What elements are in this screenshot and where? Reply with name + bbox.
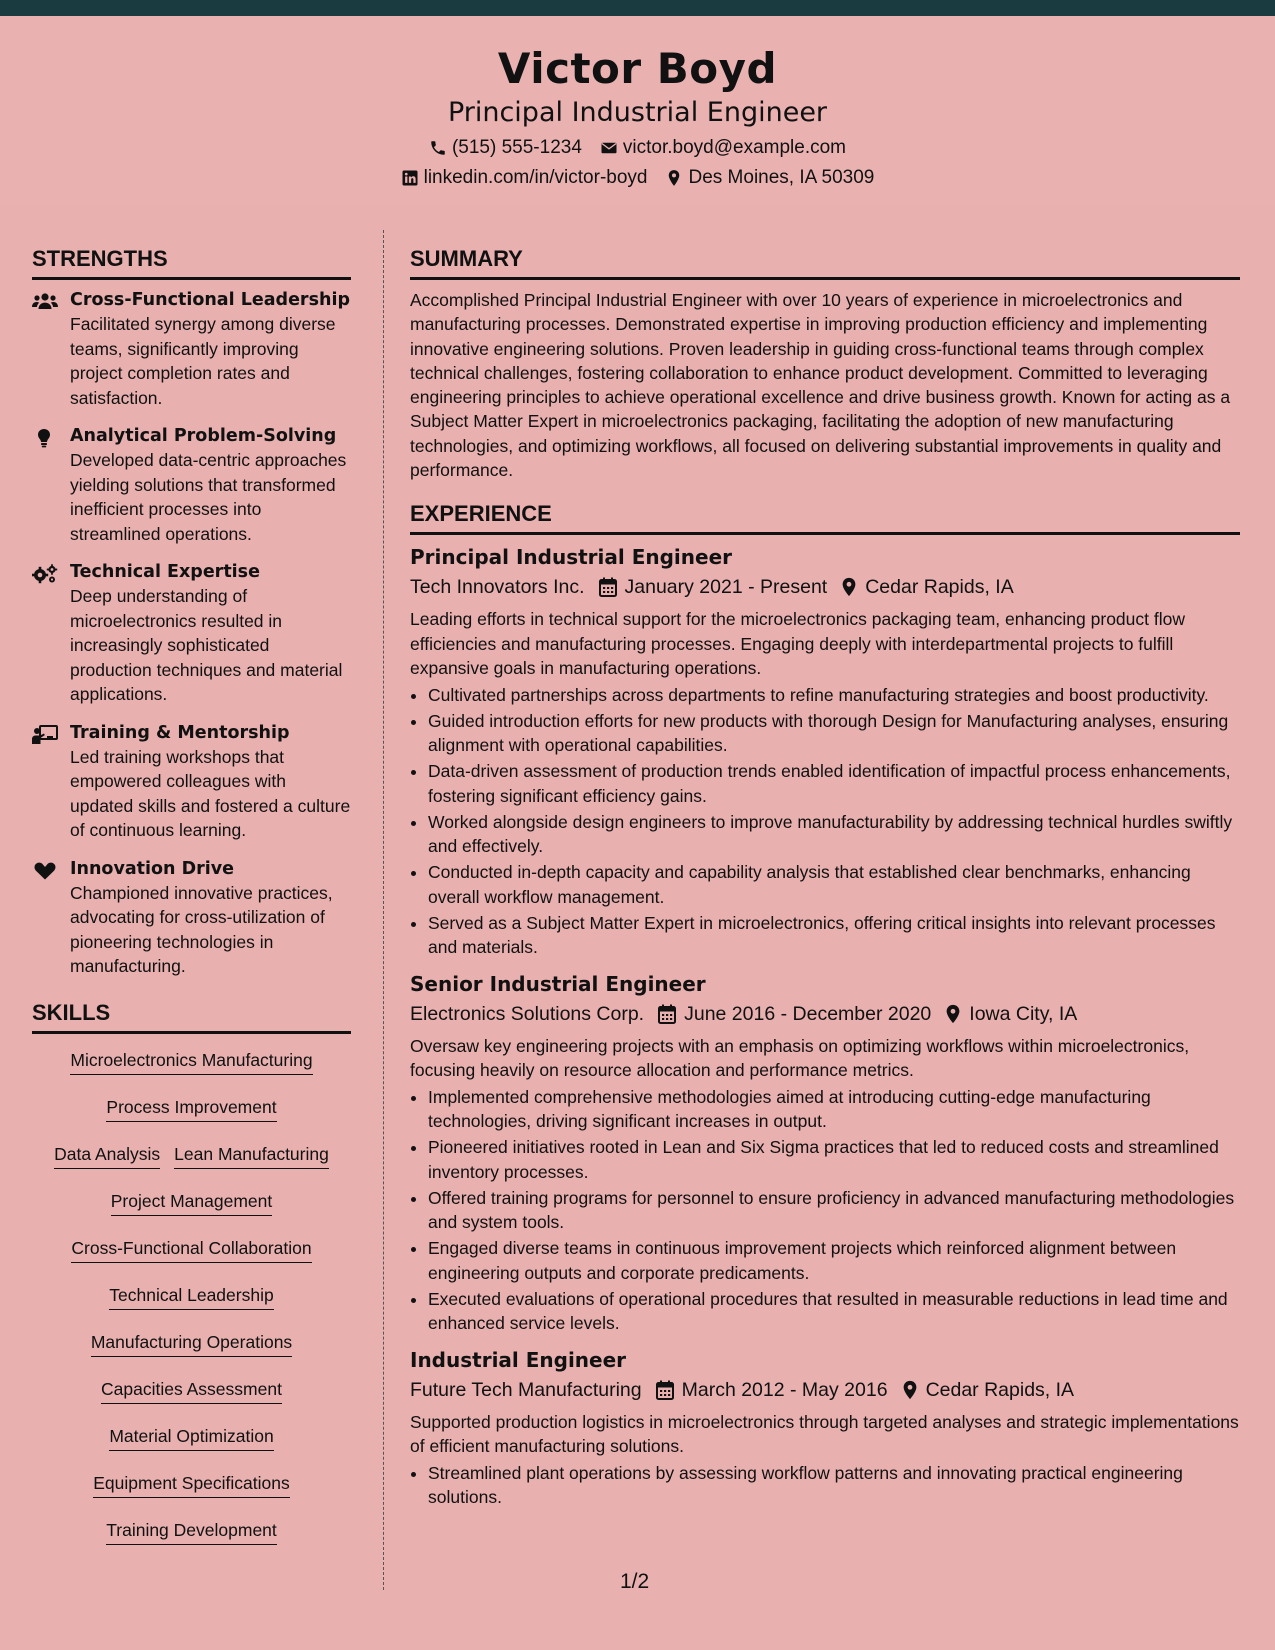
job-company: Future Tech Manufacturing [410, 1378, 642, 1401]
strength-desc: Led training workshops that empowered colleagues with updated skills and fostered a culture of continuous learning. [70, 746, 351, 840]
job-description: Oversaw key engineering projects with an emphasis on optimizing workflows within microelectronics, focusing heavily on resource allocation and performance metrics. [410, 1035, 1190, 1081]
linkedin-text: linkedin.com/in/victor-boyd [423, 167, 648, 188]
linkedin-icon [401, 169, 419, 187]
job-bullet: • Data-driven assessment of production trends enabled identification of impactful process enhancements, fostering significant efficiency gains. [428, 759, 1240, 808]
job-bullet: • Engaged diverse teams in continuous improvement projects which reinforced alignment between engineering outputs and corporate predicaments. [428, 1236, 1240, 1285]
job-bullet: • Streamlined plant operations by assessing workflow patterns and innovating practical engineering solutions. [428, 1461, 1240, 1510]
job-location: Cedar Rapids, IA [925, 1378, 1075, 1401]
strength-desc: Developed data-centric approaches yielding solutions that transformed inefficient processes into streamlined operations. [70, 450, 347, 544]
heart-icon [32, 861, 58, 881]
lightbulb-icon [32, 428, 58, 448]
summary-text: Accomplished Principal Industrial Engineer with over 10 years of experience in microelectronics and manufacturing processes. Demonstrated expertise in improving production efficiency and implementing innovative engineering solutions. Proven leadership in guiding cross-functional teams through complex technical challenges, fostering collaboration to enhance product development. Committed to leveraging engineering principles to achieve operational excellence and drive business growth. Known for acting as a Subject Matter Expert in microelectronics packaging, facilitating the adoption of new manufacturing technologies, and optimizing workflows, all focused on delivering substantial improvements in quality and performance. [410, 290, 1231, 481]
strength-title: Technical Expertise [70, 562, 260, 582]
job-location: Iowa City, IA [969, 1002, 1078, 1025]
users-icon [32, 292, 58, 310]
skill-tag: Technical Leadership [109, 1283, 273, 1310]
job-description: Leading efforts in technical support for the microelectronics packaging team, enhancing product flow efficiencies and manufacturing processes. Engaging deeply with interdepartmental projects to fulfill expansive goals in manufacturing operations. [410, 609, 1185, 679]
location-contact [665, 166, 874, 190]
map-marker-icon [665, 169, 683, 187]
strength-desc: Championed innovative practices, advocating for cross-utilization of pioneering technologies in manufacturing. [70, 882, 333, 976]
skill-tag: Lean Manufacturing [174, 1142, 329, 1169]
job-description: Supported production logistics in microelectronics through targeted analyses and strategic implementations of efficient manufacturing solutions. [410, 1411, 1239, 1457]
strength-title: Innovation Drive [70, 858, 235, 879]
job-bullet: • Worked alongside design engineers to improve manufacturability by addressing technical hurdles swiftly and effectively. [428, 810, 1240, 859]
top-bar [0, 0, 1275, 16]
calendar-icon [599, 577, 617, 597]
job-bullets [410, 1461, 1240, 1510]
skill-tag: Material Optimization [109, 1424, 273, 1451]
strength-desc: Facilitated synergy among diverse teams, significantly improving project completion rates and satisfaction. [70, 314, 336, 408]
job-title: Industrial Engineer [410, 1347, 627, 1372]
job-bullet: • Conducted in-depth capacity and capability analysis that established clear benchmarks, enhancing overall workflow management. [428, 860, 1240, 909]
job-bullets [410, 1085, 1240, 1336]
skills-list [32, 1042, 351, 1565]
skill-tag: Project Management [111, 1189, 272, 1216]
job-bullet: • Implemented comprehensive methodologies aimed at introducing cutting-edge manufacturing technologies, driving significant increases in output. [428, 1085, 1240, 1134]
job-bullets [410, 683, 1240, 960]
calendar-icon [658, 1004, 676, 1024]
experience-heading: EXPERIENCE [410, 500, 1240, 535]
skills-heading: SKILLS [32, 999, 351, 1034]
job-company: Electronics Solutions Corp. [410, 1002, 645, 1025]
job-bullet: • Guided introduction efforts for new products with thorough Design for Manufacturing analyses, ensuring alignment with operational capabilities. [428, 709, 1240, 758]
contact-line-2 [0, 166, 1275, 190]
job-title: Senior Industrial Engineer [410, 971, 706, 996]
strength-item [32, 560, 351, 707]
phone-icon [429, 139, 447, 157]
candidate-role: Principal Industrial Engineer [447, 97, 828, 128]
map-marker-icon [902, 1380, 918, 1400]
job-dates: June 2016 - December 2020 [684, 1002, 932, 1025]
job-entry [410, 543, 1240, 960]
strength-item [32, 721, 351, 843]
strength-title: Cross-Functional Leadership [70, 290, 350, 310]
job-title: Principal Industrial Engineer [410, 545, 732, 570]
strength-item [32, 424, 351, 546]
skill-tag: Equipment Specifications [93, 1471, 290, 1498]
skill-tag: Cross-Functional Collaboration [71, 1236, 311, 1263]
summary-heading: SUMMARY [410, 245, 1240, 280]
map-marker-icon [841, 577, 857, 597]
job-location: Cedar Rapids, IA [865, 576, 1014, 599]
strength-desc: Deep understanding of microelectronics resulted in increasingly sophisticated production techniques and material applications. [70, 586, 343, 704]
column-divider [383, 230, 384, 1590]
right-column [410, 245, 1240, 1511]
job-bullet: • Served as a Subject Matter Expert in microelectronics, offering critical insights into relevant processes and materials. [428, 911, 1240, 960]
envelope-icon [600, 139, 618, 157]
job-bullet: • Cultivated partnerships across departments to refine manufacturing strategies and boost productivity. [428, 683, 1240, 708]
map-marker-icon [945, 1004, 961, 1024]
skill-tag: Process Improvement [106, 1095, 276, 1122]
strength-item [32, 288, 351, 410]
strengths-heading: STRENGTHS [32, 245, 351, 280]
skill-tag: Manufacturing Operations [91, 1330, 292, 1357]
skill-tag: Capacities Assessment [101, 1377, 282, 1404]
skill-tag: Training Development [106, 1518, 277, 1545]
job-entry [410, 1346, 1240, 1510]
job-dates: January 2021 - Present [624, 576, 828, 599]
job-bullet: • Offered training programs for personnel to ensure proficiency in advanced manufacturing methodologies and system tools. [428, 1186, 1240, 1235]
job-meta [410, 1000, 1240, 1028]
job-entry [410, 970, 1240, 1336]
job-meta [410, 1376, 1240, 1404]
skill-tag: Data Analysis [54, 1142, 160, 1169]
calendar-icon [656, 1380, 674, 1400]
gears-icon [32, 564, 58, 584]
resume-header [0, 16, 1275, 204]
email-text: victor.boyd@example.com [622, 137, 847, 158]
page-number: 1/2 [620, 1570, 650, 1593]
strength-title: Analytical Problem-Solving [70, 426, 337, 446]
phone-text: (515) 555-1234 [451, 137, 582, 158]
phone-contact[interactable] [429, 136, 582, 160]
job-bullet: • Pioneered initiatives rooted in Lean and Six Sigma practices that led to reduced costs and streamlined inventory processes. [428, 1135, 1240, 1184]
job-bullet: • Executed evaluations of operational procedures that resulted in measurable reductions in lead time and enhanced service levels. [428, 1287, 1240, 1336]
contact-line-1 [0, 136, 1275, 160]
job-company: Tech Innovators Inc. [410, 576, 585, 599]
email-contact[interactable] [600, 136, 846, 160]
chalkboard-teacher-icon [32, 725, 58, 745]
skill-tag: Microelectronics Manufacturing [70, 1048, 312, 1075]
job-meta [410, 573, 1240, 601]
location-text: Des Moines, IA 50309 [688, 167, 875, 188]
job-dates: March 2012 - May 2016 [681, 1378, 888, 1401]
strength-title: Training & Mentorship [70, 722, 290, 743]
candidate-name: Victor Boyd [497, 44, 778, 93]
linkedin-contact[interactable] [401, 166, 648, 190]
strength-item [32, 857, 351, 979]
left-column [32, 245, 351, 1565]
